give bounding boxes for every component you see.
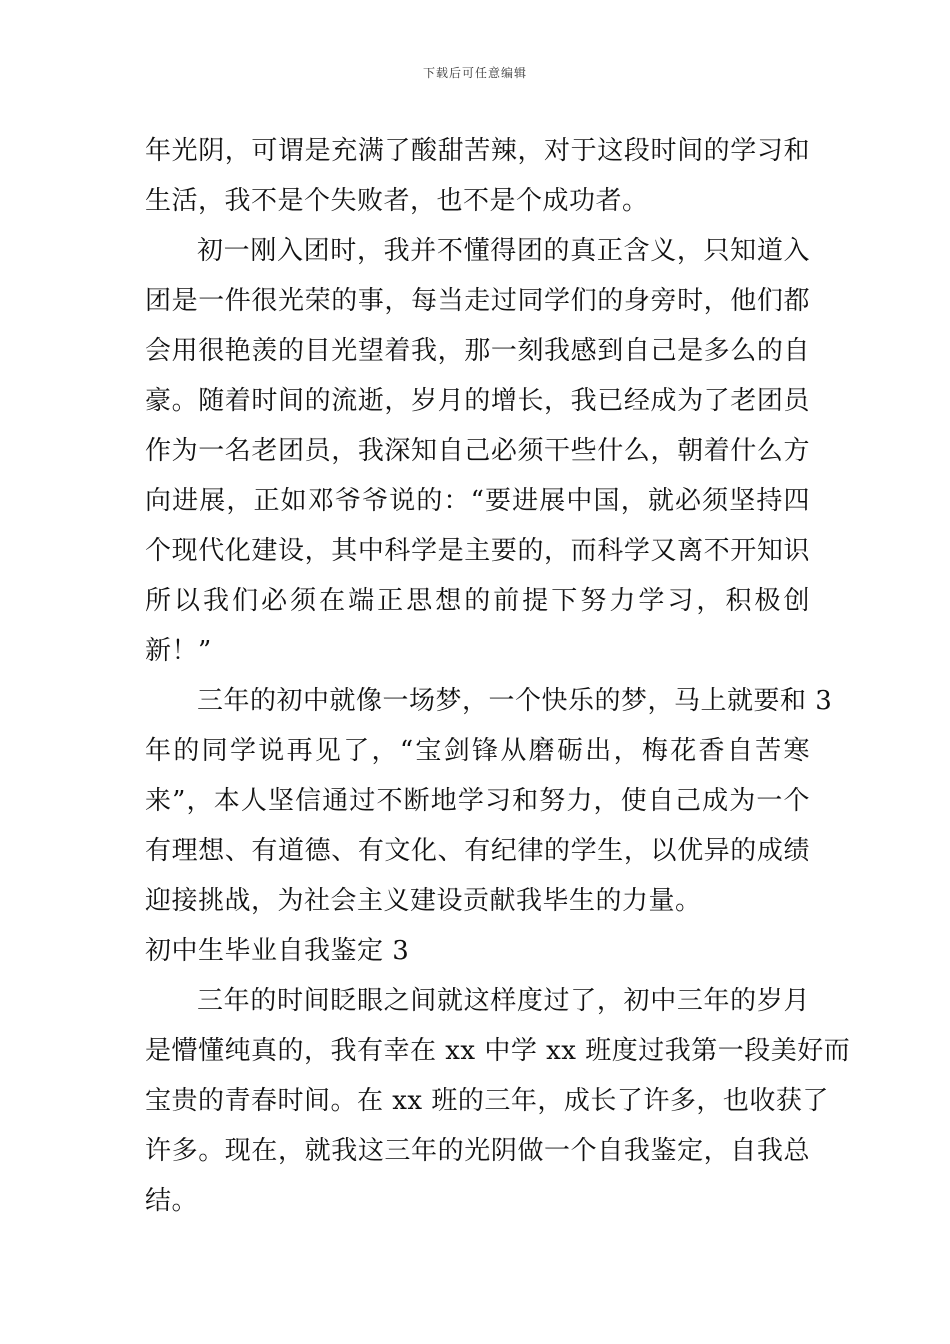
text-line: 生活，我不是个失败者，也不是个成功者。 <box>145 186 649 216</box>
paragraph-start-line: 三年的初中就像一场梦，一个快乐的梦，马上就要和 3 <box>197 686 833 716</box>
text-line: 迎接挑战，为社会主义建设贡献我毕生的力量。 <box>145 886 702 916</box>
section-heading: 初中生毕业自我鉴定 3 <box>145 936 410 966</box>
text-line: 许多。现在，就我这三年的光阴做一个自我鉴定，自我总 <box>145 1136 810 1166</box>
text-line: 年光阴，可谓是充满了酸甜苦辣，对于这段时间的学习和 <box>145 136 810 166</box>
text-line: 有理想、有道德、有文化、有纪律的学生，以优异的成绩 <box>145 836 810 866</box>
text-line: 是懵懂纯真的，我有幸在 xx 中学 xx 班度过我第一段美好而 <box>145 1036 851 1066</box>
text-line: 所以我们必须在端正思想的前提下努力学习，积极创 <box>145 586 810 616</box>
text-line: 结。 <box>145 1186 199 1216</box>
document-body <box>145 126 851 1226</box>
text-line: 来”，本人坚信通过不断地学习和努力，使自己成为一个 <box>145 786 810 816</box>
text-line: 新！” <box>145 636 212 666</box>
text-line: 豪。随着时间的流逝，岁月的增长，我已经成为了老团员 <box>145 386 810 416</box>
text-line: 团是一件很光荣的事，每当走过同学们的身旁时，他们都 <box>145 286 810 316</box>
text-line: 会用很艳羡的目光望着我，那一刻我感到自己是多么的自 <box>145 336 810 366</box>
text-line: 作为一名老团员，我深知自己必须干些什么，朝着什么方 <box>145 436 810 466</box>
paragraph-start-line: 三年的时间眨眼之间就这样度过了，初中三年的岁月 <box>197 986 810 1016</box>
paragraph-start-line: 初一刚入团时，我并不懂得团的真正含义，只知道入 <box>197 236 810 266</box>
text-line: 向进展，正如邓爷爷说的：“要进展中国，就必须坚持四 <box>145 486 810 516</box>
text-line: 个现代化建设，其中科学是主要的，而科学又离不开知识 <box>145 536 810 566</box>
page-header: 下载后可任意编辑 <box>422 66 527 80</box>
text-line: 年的同学说再见了，“宝剑锋从磨砺出，梅花香自苦寒 <box>145 736 810 766</box>
text-line: 宝贵的青春时间。在 xx 班的三年，成长了许多，也收获了 <box>145 1086 829 1116</box>
